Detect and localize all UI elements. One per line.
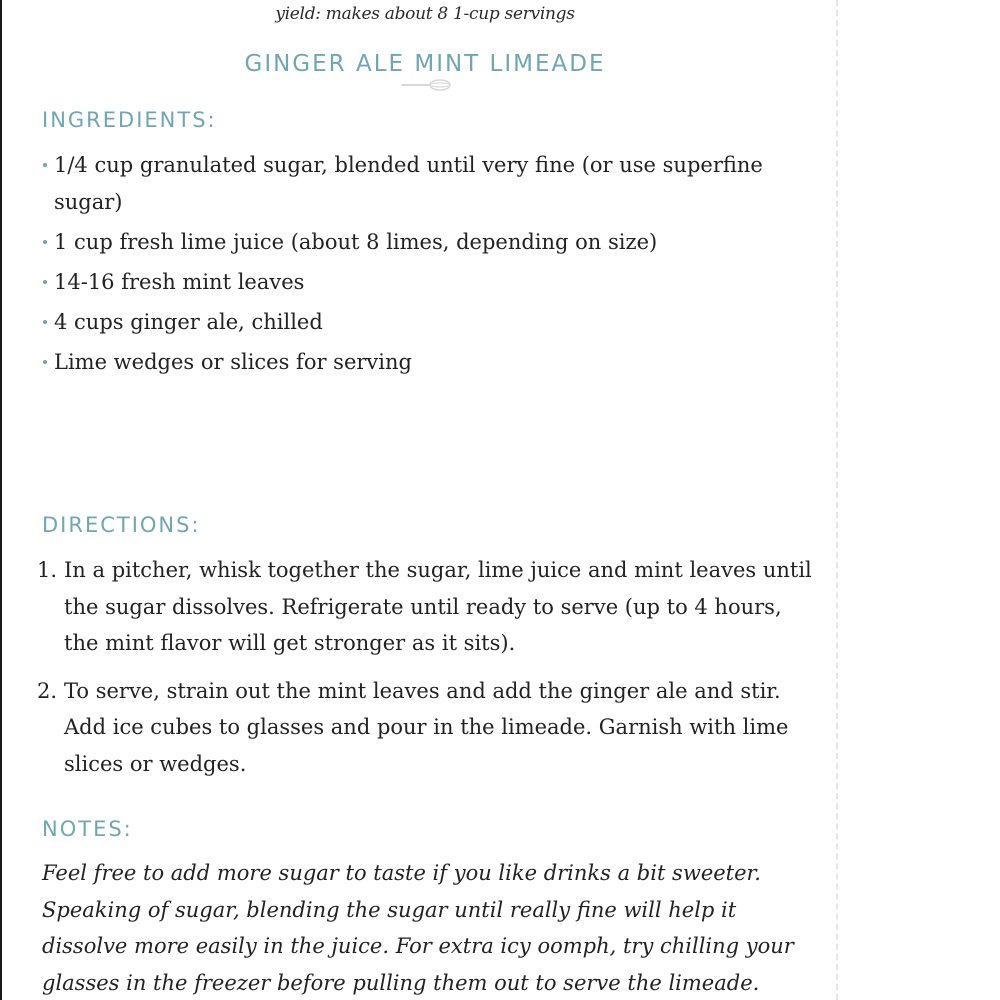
ingredient-item	[42, 264, 802, 301]
ingredient-item	[42, 304, 802, 341]
recipe-card	[2, 0, 838, 1000]
ingredient-text: 14-16 fresh mint leaves	[54, 270, 305, 294]
direction-step	[32, 673, 812, 783]
direction-step	[32, 552, 812, 662]
recipe-title: GINGER ALE MINT LIMEADE	[244, 51, 606, 78]
directions-list	[32, 552, 812, 793]
ingredient-text: Lime wedges or slices for serving	[54, 350, 412, 374]
directions-heading: DIRECTIONS:	[42, 513, 201, 537]
bullet-icon	[43, 163, 47, 167]
bullet-icon	[43, 280, 47, 284]
recipe-yield: yield: makes about 8 1-cup servings	[275, 4, 575, 24]
ingredient-item	[42, 344, 802, 381]
ingredient-item	[42, 147, 802, 221]
step-text: In a pitcher, whisk together the sugar, lime juice and mint leaves until the sugar dissolves. Refrigerate until ready to serve (up to 4 hours, the mint flavor will get stronger as it sits).	[64, 558, 812, 655]
ingredient-text: 4 cups ginger ale, chilled	[54, 310, 323, 334]
whisk-icon	[400, 78, 452, 92]
notes-heading: NOTES:	[42, 817, 133, 841]
bullet-icon	[43, 320, 47, 324]
step-number: 1.	[37, 558, 58, 582]
ingredient-item	[42, 224, 802, 261]
bullet-icon	[43, 240, 47, 244]
ingredient-text: 1/4 cup granulated sugar, blended until very fine (or use superfine sugar)	[54, 153, 763, 214]
step-number: 2.	[37, 678, 58, 703]
step-text: To serve, strain out the mint leaves and add the ginger ale and stir. Add ice cubes to glasses and pour in the limeade. Garnish with lime slices or wedges.	[64, 678, 789, 776]
bullet-icon	[43, 360, 47, 364]
ingredients-heading: INGREDIENTS:	[42, 108, 217, 132]
ingredients-list	[42, 147, 802, 384]
notes-text: Feel free to add more sugar to taste if you like drinks a bit sweeter. Speaking of sugar, blending the sugar until really fine will help it dissolve more easily in the juice. For extra icy oomph, try chilling your glasses in the freezer before pulling them out to serve the limeade.	[42, 861, 794, 995]
ingredient-text: 1 cup fresh lime juice (about 8 limes, depending on size)	[54, 230, 658, 254]
